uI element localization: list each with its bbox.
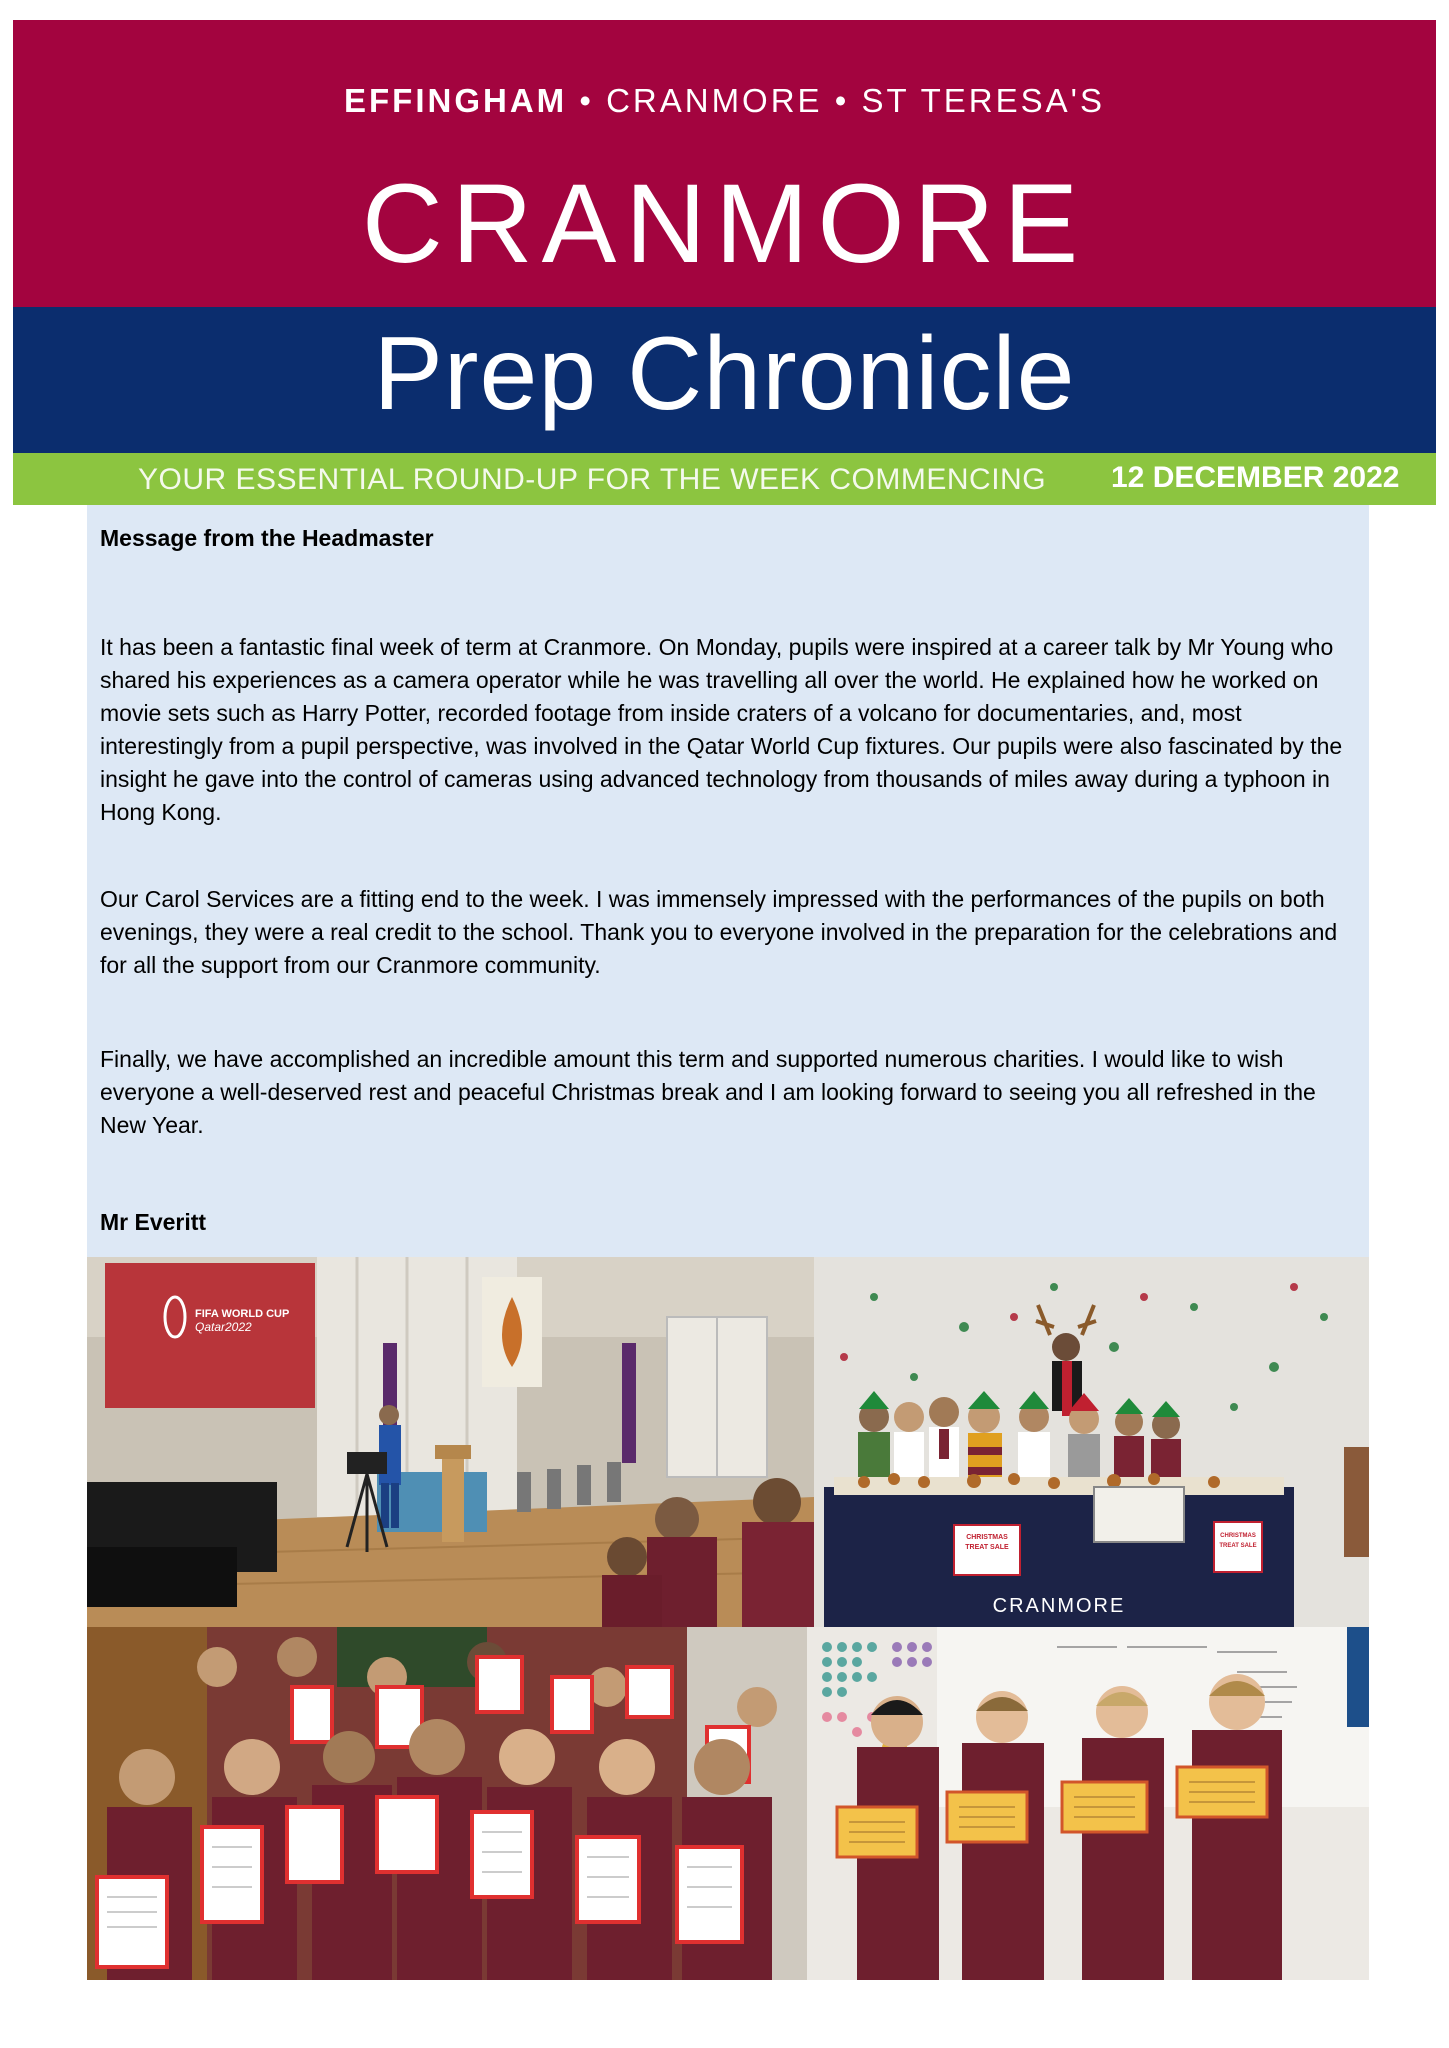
sign-left-line2: TREAT SALE [965, 1544, 1009, 1551]
message-heading: Message from the Headmaster [100, 525, 434, 551]
photo-treat-sale [814, 1257, 1369, 1627]
signature: Mr Everitt [100, 1209, 207, 1235]
message-paragraph: Finally, we have accomplished an incredible amount this term and supported numerous charities. I would like to wish everyone a well-deserved rest and peaceful Christmas break and I am looking forward to seeing you all refreshed in the New Year. [100, 1046, 1316, 1138]
publication-banner [13, 307, 1436, 453]
school-effingham: EFFINGHAM [344, 82, 568, 119]
school-list [13, 82, 1436, 120]
message-paragraph: Our Carol Services are a fitting end to the week. I was immensely impressed with the performances of the pupils on both evenings, they were a real credit to the school. Thank you to everyone involved in the preparation for the celebrations and for all the support from our Cranmore community. [100, 886, 1338, 978]
photo-pupils-letters [87, 1627, 807, 1980]
separator-dot: • [834, 82, 850, 119]
school-st-teresas: ST TERESA'S [861, 82, 1105, 119]
masthead-banner [13, 20, 1436, 307]
tagline: YOUR ESSENTIAL ROUND-UP FOR THE WEEK COMMENCING [138, 463, 1047, 496]
separator-dot: • [579, 82, 594, 119]
sign-right-line2: TREAT SALE [1219, 1543, 1257, 1549]
tablecloth-label: CRANMORE [992, 1595, 1126, 1617]
publication-title: Prep Chronicle [373, 316, 1076, 432]
message-paragraph: It has been a fantastic final week of term at Cranmore. On Monday, pupils were inspired at a career talk by Mr Young who shared his experiences as a camera operator while he was travelling all over the world. He explained how he worked on movie sets such as Harry Potter, recorded footage from inside craters of a volcano for documentaries, and, most interestingly from a pupil perspective, was involved in the Qatar World Cup fixtures. Our pupils were also fascinated by the insight he gave into the control of cameras using advanced technology from thousands of miles away during a typhoon in Hong Kong. [100, 634, 1343, 825]
sign-right-line1: CHRISTMAS [1220, 1533, 1256, 1539]
headmaster-message [87, 505, 1369, 1257]
screen-title: FIFA WORLD CUP [195, 1308, 290, 1320]
school-cranmore: CRANMORE [606, 82, 823, 119]
photo-pupils-certificates [807, 1627, 1369, 1980]
tagline-bar [13, 453, 1436, 505]
sign-left-line1: CHRISTMAS [966, 1534, 1008, 1541]
issue-date: 12 DECEMBER 2022 [1111, 461, 1400, 494]
school-name-logo: CRANMORE [361, 161, 1088, 286]
screen-subtitle: Qatar2022 [195, 1320, 252, 1334]
photo-career-talk [87, 1257, 814, 1627]
